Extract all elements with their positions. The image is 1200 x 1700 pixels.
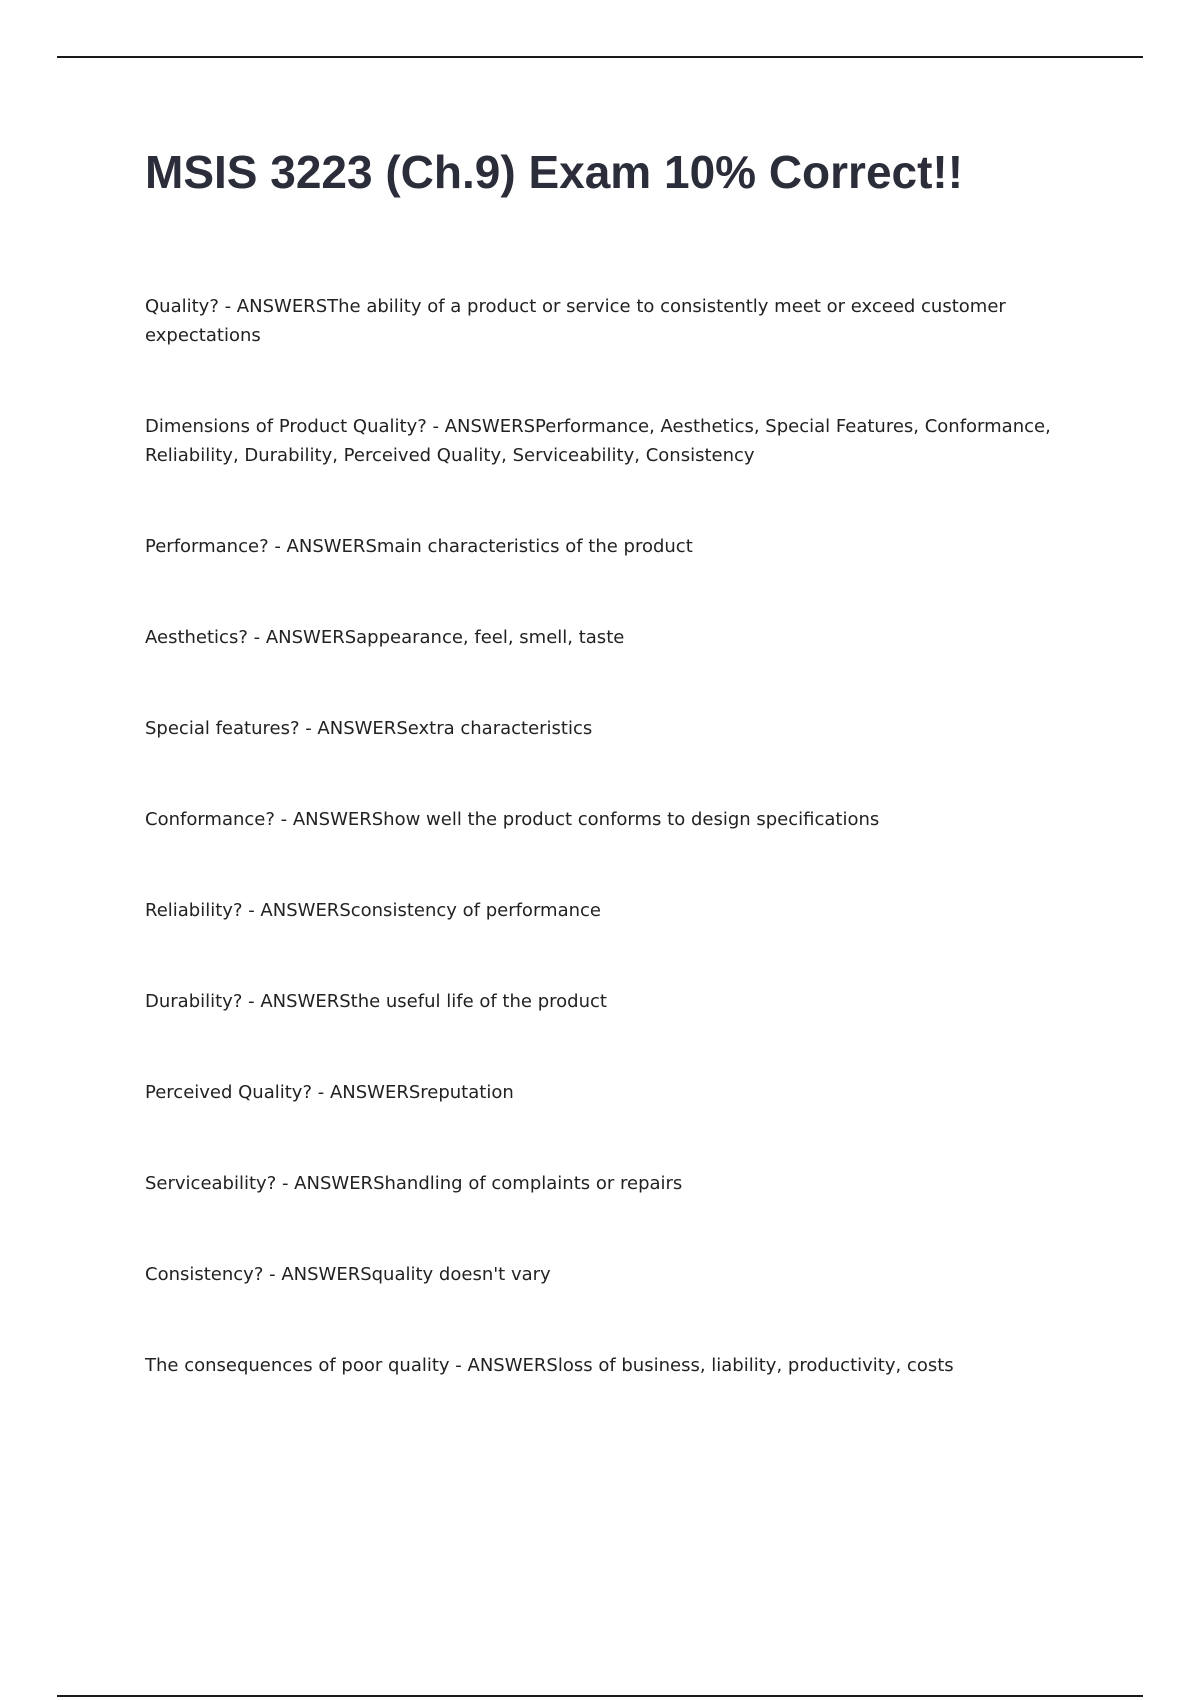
list-item xyxy=(145,412,1065,470)
qa-text: Dimensions of Product Quality? - ANSWERSPerformance, Aesthetics, Special Features, Conformance, Reliability, Durability, Perceived Quality, Serviceability, Consistency xyxy=(145,416,1051,466)
list-item xyxy=(145,292,1065,350)
list-item xyxy=(145,1260,1065,1289)
list-item xyxy=(145,1169,1065,1198)
bottom-divider xyxy=(57,1695,1143,1697)
qa-text: Performance? - ANSWERSmain characteristics of the product xyxy=(145,536,693,557)
list-item xyxy=(145,987,1065,1016)
qa-text: Special features? - ANSWERSextra characteristics xyxy=(145,718,593,739)
list-item xyxy=(145,805,1065,834)
qa-text: Perceived Quality? - ANSWERSreputation xyxy=(145,1082,514,1103)
qa-text: Quality? - ANSWERSThe ability of a product or service to consistently meet or exceed customer expectations xyxy=(145,296,1006,346)
page-title: MSIS 3223 (Ch.9) Exam 10% Correct!! xyxy=(145,146,964,198)
qa-text: Durability? - ANSWERSthe useful life of the product xyxy=(145,991,607,1012)
list-item xyxy=(145,896,1065,925)
qa-text: Conformance? - ANSWERShow well the product conforms to design specifications xyxy=(145,809,880,830)
list-item xyxy=(145,1078,1065,1107)
list-item xyxy=(145,532,1065,561)
qa-text: Aesthetics? - ANSWERSappearance, feel, smell, taste xyxy=(145,627,625,648)
top-divider xyxy=(57,56,1143,58)
list-item xyxy=(145,714,1065,743)
qa-text: The consequences of poor quality - ANSWERSloss of business, liability, productivity, costs xyxy=(145,1355,954,1376)
qa-text: Reliability? - ANSWERSconsistency of performance xyxy=(145,900,601,921)
qa-list xyxy=(145,292,1065,1442)
qa-text: Serviceability? - ANSWERShandling of complaints or repairs xyxy=(145,1173,683,1194)
qa-text: Consistency? - ANSWERSquality doesn't vary xyxy=(145,1264,551,1285)
list-item xyxy=(145,623,1065,652)
list-item xyxy=(145,1351,1065,1380)
